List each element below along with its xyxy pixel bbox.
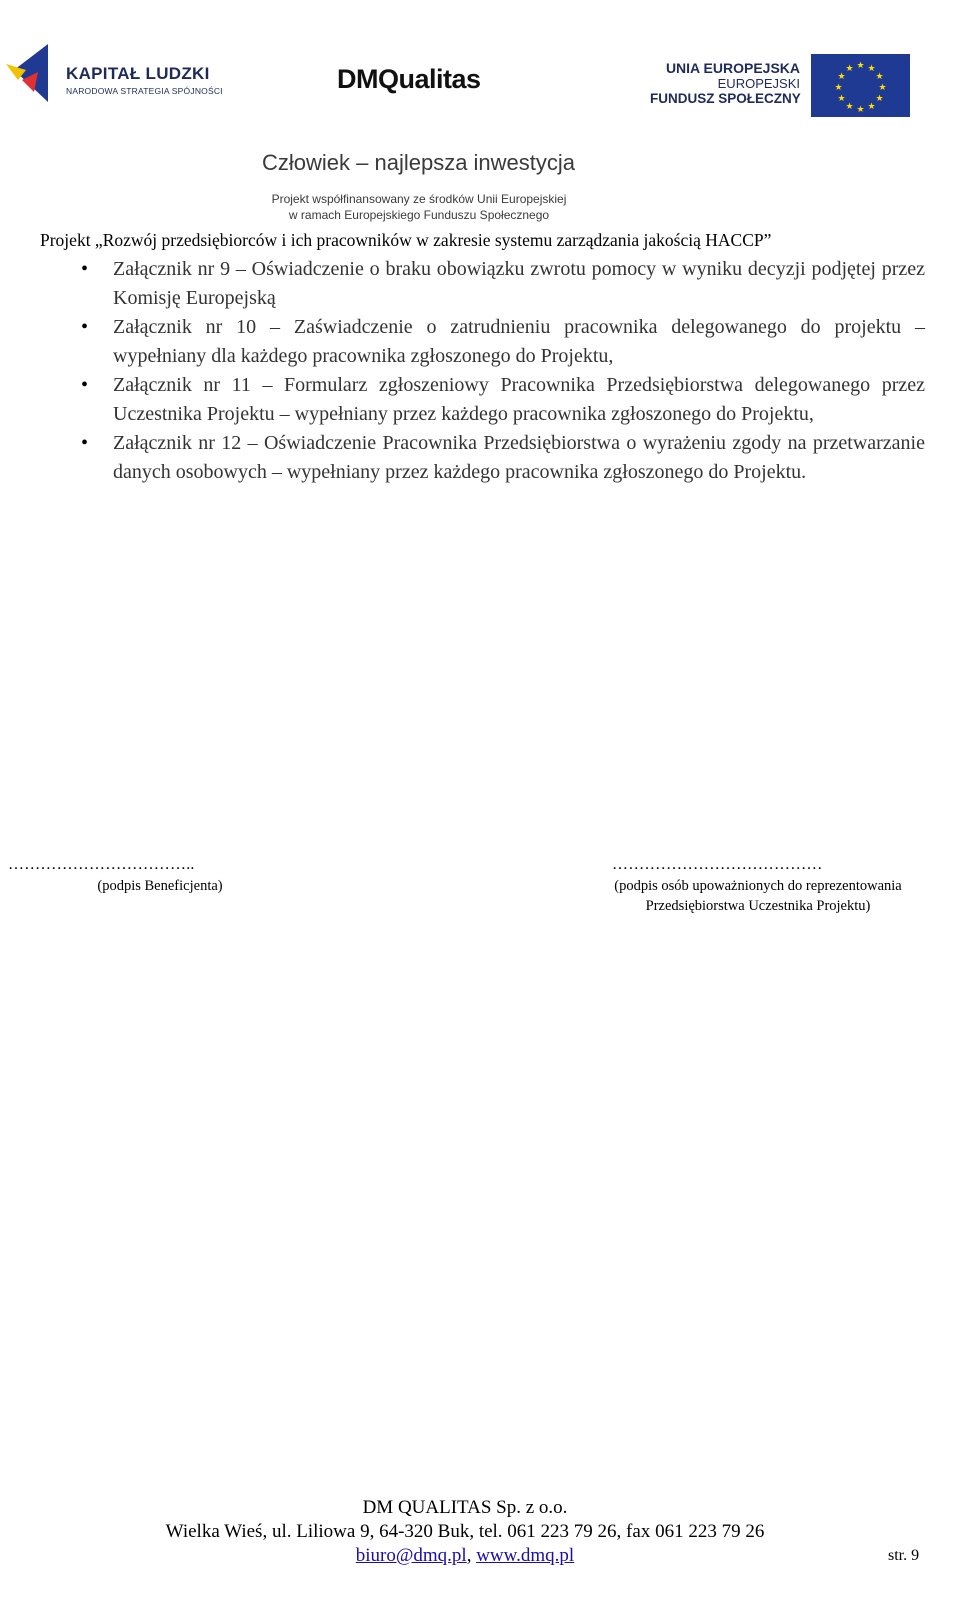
beneficiary-signature-line: ……………………………..: [8, 856, 195, 873]
kapital-ludzki-title: KAPITAŁ LUDZKI: [66, 64, 210, 83]
footer-link-separator: ,: [466, 1545, 472, 1566]
svg-text:★: ★: [837, 72, 846, 82]
eu-text-block: [650, 60, 800, 106]
svg-text:★: ★: [867, 102, 876, 112]
eu-line-2: EUROPEJSKI: [717, 76, 800, 91]
bullet-icon: •: [81, 316, 89, 338]
email-link[interactable]: biuro@dmq.pl: [355, 1545, 467, 1566]
attachment-9-text: Załącznik nr 9 – Oświadczenie o braku obowiązku zwrotu pomocy w wyniku decyzji podjętej przez Komisję Europejską: [113, 258, 925, 309]
list-item: [81, 429, 925, 487]
footer-company: DM QUALITAS Sp. z o.o.: [362, 1497, 568, 1518]
eu-flag-icon: [811, 54, 910, 117]
svg-text:★: ★: [845, 64, 854, 74]
svg-text:★: ★: [856, 105, 865, 115]
project-title: Projekt „Rozwój przedsiębiorców i ich pracowników w zakresie systemu zarządzania jakością HACCP”: [40, 230, 772, 250]
svg-text:★: ★: [875, 94, 884, 104]
bullet-icon: •: [81, 432, 89, 454]
dmqualitas-logo: DMQualitas: [337, 64, 481, 94]
kapital-ludzki-subtitle: NARODOWA STRATEGIA SPÓJNOŚCI: [66, 86, 223, 96]
beneficiary-signature-label: (podpis Beneficjenta): [97, 878, 223, 894]
svg-text:★: ★: [834, 83, 843, 93]
kapital-ludzki-logo: [4, 40, 244, 115]
svg-text:★: ★: [878, 83, 887, 93]
eu-line-1: UNIA EUROPEJSKA: [665, 60, 800, 76]
cofinancing-line-1: Projekt współfinansowany ze środków Unii Europejskiej: [271, 192, 567, 206]
kapital-ludzki-emblem: [4, 40, 60, 112]
attachment-10-text: Załącznik nr 10 – Zaświadczenie o zatrudnieniu pracownika delegowanego do projektu – wypełniany dla każdego pracownika zgłoszonego do Projektu,: [113, 316, 925, 367]
bullet-icon: •: [81, 258, 89, 280]
svg-text:★: ★: [856, 61, 865, 71]
representative-signature-label-2: Przedsiębiorstwa Uczestnika Projektu): [645, 898, 871, 914]
motto: Człowiek – najlepsza inwestycja: [262, 150, 576, 175]
attachment-12-text: Załącznik nr 12 – Oświadczenie Pracownika Przedsiębiorstwa o wyrażeniu zgody na przetwarzanie danych osobowych – wypełniany przez każdego pracownika zgłoszonego do Projektu.: [113, 432, 925, 483]
svg-text:★: ★: [867, 64, 876, 74]
svg-text:★: ★: [875, 72, 884, 82]
bullet-icon: •: [81, 374, 89, 396]
list-item: [81, 371, 925, 429]
website-link[interactable]: www.dmq.pl: [476, 1545, 575, 1566]
representative-signature-line: …………………………………: [612, 856, 823, 873]
footer-links: [0, 1545, 930, 1567]
page-number: str. 9: [888, 1547, 920, 1564]
svg-text:★: ★: [845, 102, 854, 112]
attachment-11-text: Załącznik nr 11 – Formularz zgłoszeniowy Pracownika Przedsiębiorstwa delegowanego przez Uczestnika Projektu – wypełniany przez każdego pracownika zgłoszonego do Projektu,: [113, 374, 925, 425]
list-item: [81, 255, 925, 313]
list-item: [81, 313, 925, 371]
footer-address: Wielka Wieś, ul. Liliowa 9, 64-320 Buk, tel. 061 223 79 26, fax 061 223 79 26: [165, 1521, 765, 1542]
svg-text:★: ★: [837, 94, 846, 104]
cofinancing-line-2: w ramach Europejskiego Funduszu Społecznego: [288, 208, 550, 222]
representative-signature-label-1: (podpis osób upoważnionych do reprezentowania: [614, 878, 902, 894]
eu-line-3: FUNDUSZ SPOŁECZNY: [650, 91, 801, 106]
attachment-list: [81, 255, 925, 487]
